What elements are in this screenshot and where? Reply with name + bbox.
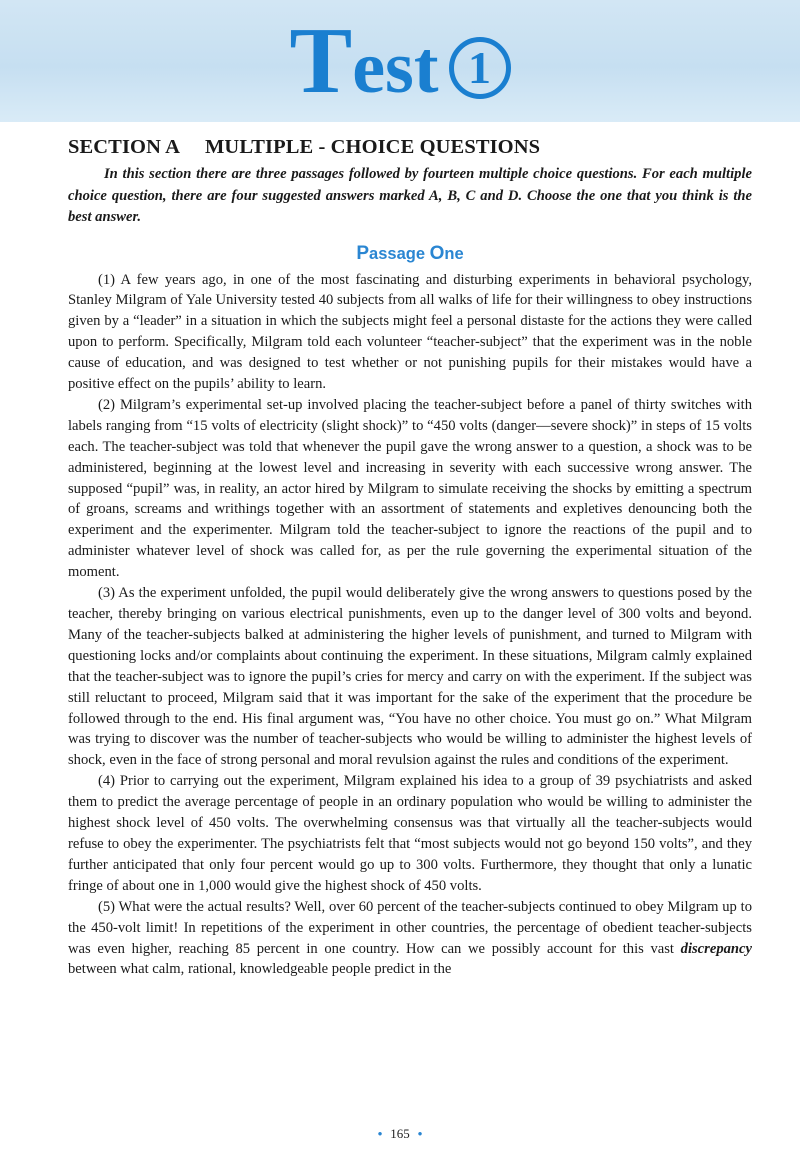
paragraph-5-emphasis: discrepancy [680, 940, 752, 957]
passage-heading [68, 243, 752, 265]
passage-paragraph-3: (3) As the experiment unfolded, the pupil would deliberately give the wrong answers to questions posed by the teacher, thereby bringing on various electrical punishments, even up to the danger level of 300 volts and beyond. Many of the teacher-subjects balked at administering the higher levels of punishment, and turned to Milgram with questioning locks and/or complaints about continuing the experiment. In these situations, Milgram calmly explained that the teacher-subject was to ignore the pupil’s cries for mercy and carry on with the experiment. If the subject was still reluctant to proceed, Milgram said that it was important for the sake of the experiment that the procedure be followed through to the end. His final argument was, “You have no other choice. You must go on.” What Milgram was trying to discover was the number of teacher-subjects who would be willing to administer the highest levels of shock, even in the face of strong personal and moral revulsion against the rules and conditions of the experiment. [68, 585, 752, 769]
passage-heading-rest-2: ne [444, 244, 464, 263]
page-footer [0, 1126, 800, 1142]
passage-heading-initial-2: O [429, 242, 445, 264]
page-number-dot-left: • [377, 1126, 383, 1141]
test-title [0, 9, 800, 114]
test-title-initial: T [289, 9, 353, 113]
paragraph-5-text-after: between what calm, rational, knowledgeable people predict in the [68, 961, 452, 978]
passage-paragraph-2: (2) Milgram’s experimental set-up involved placing the teacher-subject before a panel of thirty switches with labels ranging from “15 volts of electricity (slight shock)” to “450 volts (danger—severe shock)” in steps of 15 volts each. The teacher-subject was told that whenever the pupil gave the wrong answer to a question, a shock was to be administered, beginning at the lowest level and increasing in severity with each successive wrong answer. The supposed “pupil” was, in reality, an actor hired by Milgram to simulate receiving the shocks by emitting a spectrum of groans, screams and writhings together with an assortment of statements and expletives denouncing both the experiment and the experimenter. Milgram told the teacher-subject to ignore the reactions of the pupil and to administer whatever level of shock was called for, as per the rule governing the experimental situation of the moment. [68, 396, 752, 581]
section-title: SECTION A MULTIPLE - CHOICE QUESTIONS [68, 136, 541, 158]
passage-heading-initial-1: P [356, 242, 370, 264]
test-title-rest: est [352, 27, 439, 109]
passage-paragraph-4: (4) Prior to carrying out the experiment, Milgram explained his idea to a group of 39 psychiatrists and asked them to predict the average percentage of people in an ordinary population who would be willing to administer the highest shock level of 450 volts. The overwhelming consensus was that virtually all the teacher-subjects would refuse to obey the experimenter. The psychiatrists felt that “most subjects would not go beyond 150 volts”, and they further anticipated that only four percent would go up to 300 volts. Furthermore, they thought that only a lunatic fringe of about one in 1,000 would give the highest shock of 450 volts. [68, 773, 752, 894]
test-number-badge: 1 [449, 37, 511, 99]
passage-paragraph-1: (1) A few years ago, in one of the most fascinating and disturbing experiments in behavioral psychology, Stanley Milgram of Yale University tested 40 subjects from all walks of life for their willingness to obey instructions given by a “leader” in a situation in which the subjects might feel a personal distaste for the actions they were called upon to perform. Specifically, Milgram told each volunteer “teacher-subject” that the experiment was in the noble cause of education, and was designed to test whether or not punishing pupils for their mistakes would have a positive effect on the pupils’ ability to learn. [68, 271, 752, 393]
page-number-dot-right: • [417, 1126, 423, 1141]
passage-paragraph-5 [68, 897, 752, 981]
page-content [68, 136, 752, 980]
paragraph-5-text-before: (5) What were the actual results? Well, over 60 percent of the teacher-subjects continued to obey Milgram up to the 450-volt limit! In repetitions of the experiment in other countries, the percentage of obedient teacher-subjects was even higher, reaching 85 percent in one country. How can we possibly account for this vast [68, 898, 752, 957]
section-instructions: In this section there are three passages followed by fourteen multiple choice questions. For each multiple choice question, there are four suggested answers marked A, B, C and D. Choose the one that you think is the best answer. [68, 166, 752, 225]
passage-heading-rest-1: assage [369, 244, 430, 263]
test-title-word [289, 9, 439, 113]
page-number: 165 [390, 1126, 410, 1141]
